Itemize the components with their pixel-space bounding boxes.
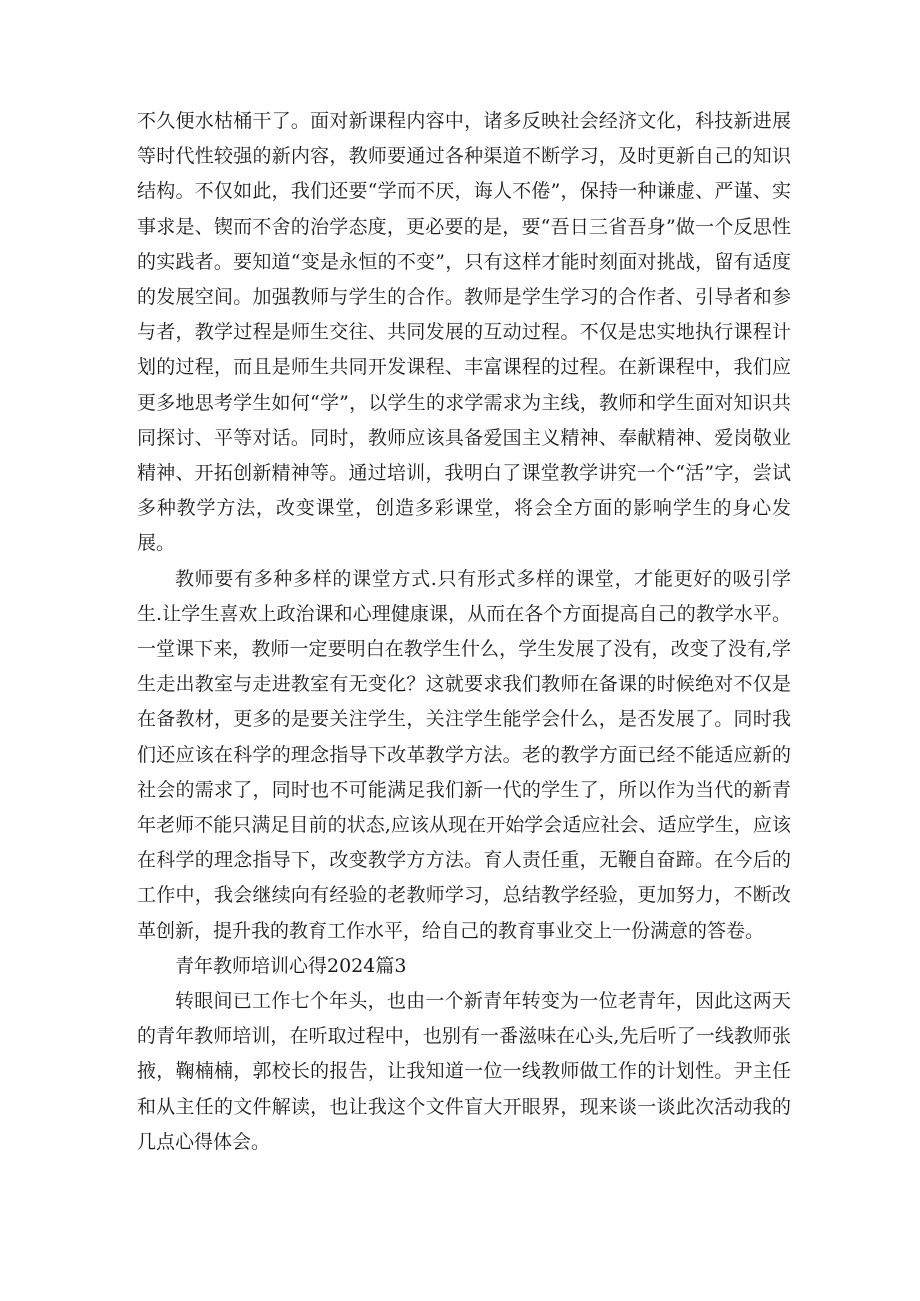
paragraph-continued: 不久便水枯桶干了。面对新课程内容中，诸多反映社会经济文化，科技新进展等时代性较强的新内容，教师要通过各种渠道不断学习，及时更新自己的知识结构。不仅如此，我们还要“学而不厌，诲人不倦”，保持一种谦虚、严谨、实事求是、锲而不舍的治学态度，更必要的是，要“吾日三省吾身”做一个反思性的实践者。要知道“变是永恒的不变”，只有这样才能时刻面对挑战，留有适度的发展空间。加强教师与学生的合作。教师是学生学习的合作者、引导者和参与者，教学过程是师生交往、共同发展的互动过程。不仅是忠实地执行课程计划的过程，而且是师生共同开发课程、丰富课程的过程。在新课程中，我们应更多地思考学生如何“学”，以学生的求学需求为主线，教师和学生面对知识共同探讨、平等对话。同时，教师应该具备爱国主义精神、奉献精神、爱岗敬业精神、开拓创新精神等。通过培训，我明白了课堂教学讲究一个“活”字，尝试多种教学方法，改变课堂，创造多彩课堂，将会全方面的影响学生的身心发展。 [137,110,791,555]
section-heading: 青年教师培训心得2024篇3 [175,954,407,977]
paragraph-classroom-methods: 教师要有多种多样的课堂方式.只有形式多样的课堂，才能更好的吸引学生.让学生喜欢上政治课和心理健康课，从而在各个方面提高自己的教学水平。一堂课下来，教师一定要明白在教学生什么，学生发展了没有，改变了没有,学生走出教室与走进教室有无变化？这就要求我们教师在备课的时候绝对不仅是在备教材，更多的是要关注学生，关注学生能学会什么，是否发展了。同时我们还应该在科学的理念指导下改革教学方法。老的教学方面已经不能适应新的社会的需求了，同时也不可能满足我们新一代的学生了，所以作为当代的新青年老师不能只满足目前的状态,应该从现在开始学会适应社会、适应学生，应该在科学的理念指导下，改变教学方方法。育人责任重，无鞭自奋蹄。在今后的工作中，我会继续向有经验的老教师学习，总结教学经验，更加努力，不断改革创新，提升我的教育工作水平，给自己的教育事业交上一份满意的答卷。 [137,567,791,942]
paragraph-section-intro: 转眼间已工作七个年头，也由一个新青年转变为一位老青年，因此这两天的青年教师培训，在听取过程中，也别有一番滋味在心头,先后听了一线教师张掖，鞠楠楠，郭校长的报告，让我知道一位一线教师做工作的计划性。尹主任和从主任的文件解读，也让我这个文件盲大开眼界，现来谈一谈此次活动我的几点心得体会。 [137,990,791,1153]
document-page [137,104,791,1160]
